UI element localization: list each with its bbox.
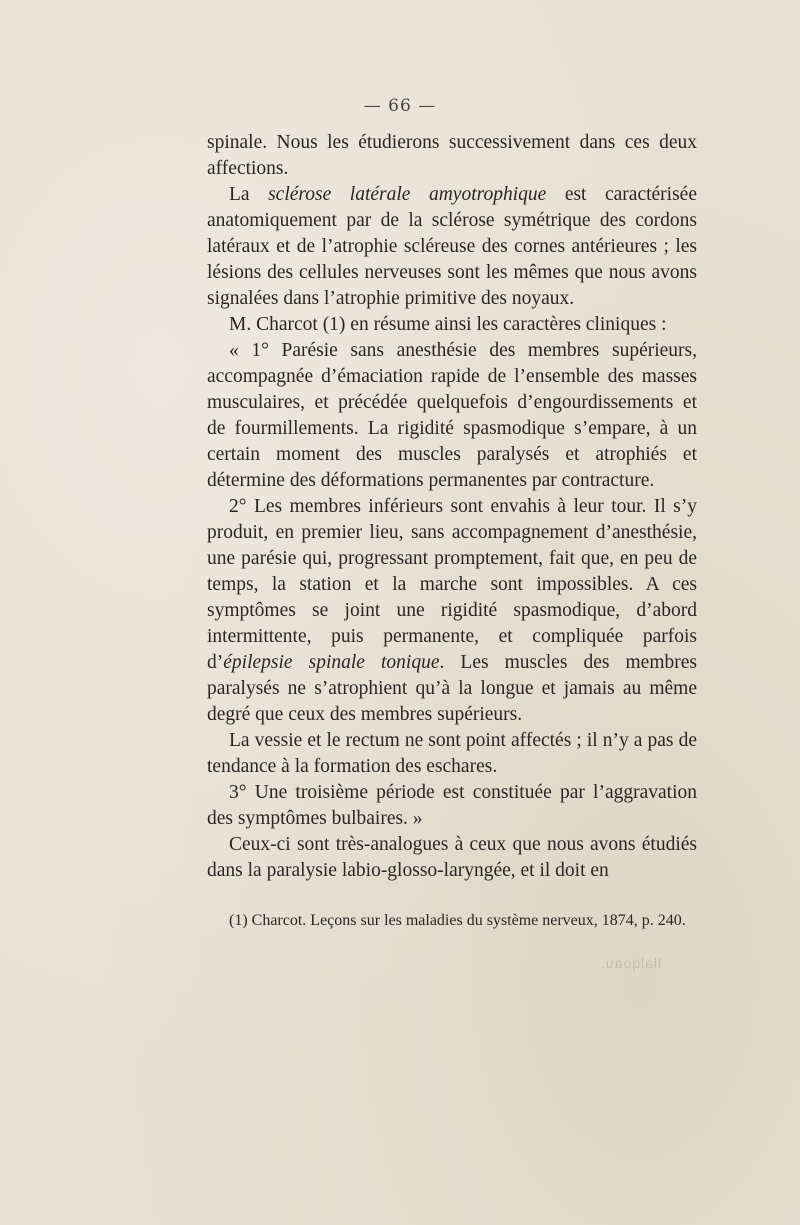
text-run: « 1° Parésie sans anesthésie des membres supérieurs, accompagnée d’émaciation rapide de l’ensemble des masses musculaires, et précédée quelquefois d’engourdissements et de fourmillements. La rigidité spasmodique s’empare, à un certain moment des muscles paralysés et atrophiés et détermine des déformations permanentes par contracture. bbox=[207, 340, 697, 491]
italic-term: épilepsie spinale tonique bbox=[223, 652, 440, 673]
text-run: M. Charcot (1) en résume ainsi les caractères cliniques : bbox=[229, 314, 667, 335]
paragraph bbox=[207, 312, 697, 338]
italic-term: sclérose latérale amyotrophique bbox=[268, 184, 547, 205]
text-run: La bbox=[229, 184, 269, 205]
footnote: (1) Charcot. Leçons sur les maladies du système nerveux, 1874, p. 240. bbox=[229, 912, 686, 929]
footnotes bbox=[207, 910, 697, 932]
text-run: spinale. Nous les étudierons successivement dans ces deux affections. bbox=[207, 132, 697, 179]
quote-paragraph bbox=[207, 780, 697, 832]
text-run: 3° Une troisième période est constituée par l’aggravation des symptômes bulbaires. » bbox=[207, 782, 697, 829]
text-run: Ceux-ci sont très-analogues à ceux que nous avons étudiés dans la paralysie labio-glosso-laryngée, et il doit en bbox=[207, 834, 697, 881]
quote-paragraph bbox=[207, 338, 697, 494]
bleed-through-stamp: llalqoau. bbox=[600, 955, 662, 971]
paragraph bbox=[207, 182, 697, 312]
paragraph bbox=[207, 832, 697, 884]
text-run: . Les muscles des membres paralysés ne s’atrophient qu’à la longue et jamais au même degré que ceux des membres supérieurs. bbox=[207, 652, 697, 725]
text-run: 2° Les membres inférieurs sont envahis à leur tour. Il s’y produit, en premier lieu, sans accompagnement d’anesthésie, une parésie qui, progressant promptement, fait que, en peu de temps, la station et la marche sont impossibles. A ces symptômes se joint une rigidité spasmodique, d’abord intermittente, puis permanente, et compliquée parfois d’ bbox=[207, 496, 697, 673]
page-number: — 66 — bbox=[363, 96, 437, 116]
paragraph bbox=[207, 130, 697, 182]
quote-paragraph bbox=[207, 728, 697, 780]
quote-paragraph bbox=[207, 494, 697, 728]
text-run: La vessie et le rectum ne sont point affectés ; il n’y a pas de tendance à la formation des eschares. bbox=[207, 730, 697, 777]
text-run: est caractérisée anatomiquement par de la sclérose symétrique des cordons latéraux et de l’atrophie scléreuse des cornes antérieures ; les lésions des cellules nerveuses sont les mêmes que nous avons signalées dans l’atrophie primitive des noyaux. bbox=[207, 184, 697, 309]
body-text bbox=[207, 130, 697, 884]
